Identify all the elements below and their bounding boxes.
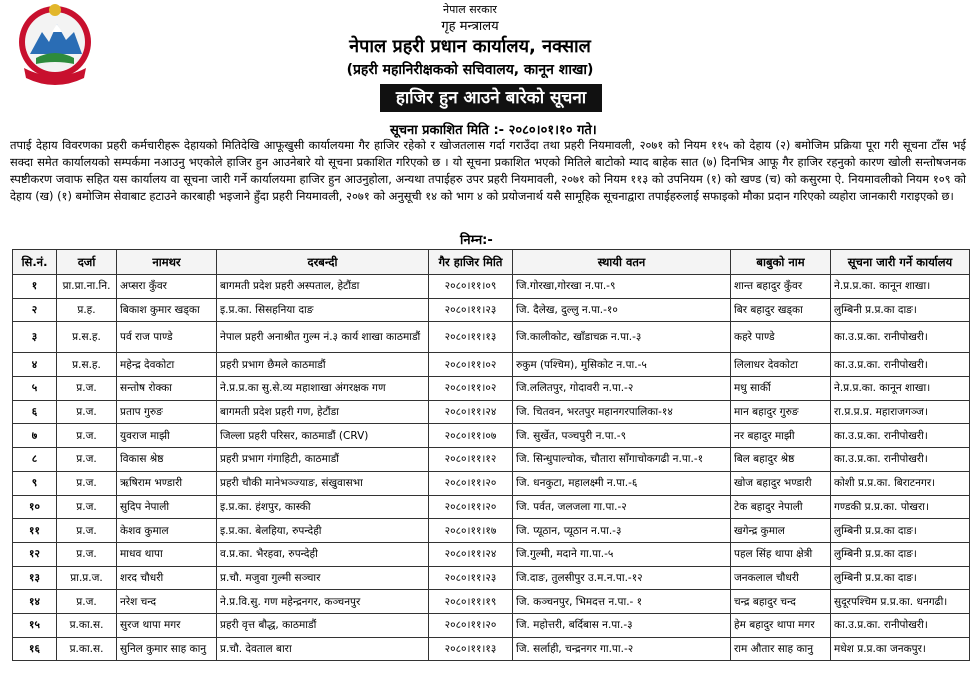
table-cell: जि. दैलेख, दुल्लु न.पा.-१० xyxy=(513,298,731,322)
table-cell: लुम्बिनी प्र.प्र.का दाङ। xyxy=(831,298,970,322)
table-row xyxy=(13,637,970,661)
table-row xyxy=(13,275,970,299)
table-cell: युवराज माझी xyxy=(117,424,217,448)
ministry-name: गृह मन्त्रालय xyxy=(441,19,499,34)
table-cell: बिकाश कुमार खड्का xyxy=(117,298,217,322)
table-cell: लुम्बिनी प्र.प्र.का दाङ। xyxy=(831,566,970,590)
table-cell: बागमती प्रदेश प्रहरी गण, हेटौंडा xyxy=(217,400,429,424)
government-name: नेपाल सरकार xyxy=(443,3,497,16)
published-date: सूचना प्रकाशित मिति :- २०८०।०१।१० गते। xyxy=(390,123,597,138)
table-row xyxy=(13,377,970,401)
table-cell: २०८०।११।२० xyxy=(429,613,513,637)
table-cell: १२ xyxy=(13,542,57,566)
table-cell: जि.ललितपुर, गोदावरी न.पा.-२ xyxy=(513,377,731,401)
table-cell: मधेश प्र.प्र.का जनकपुर। xyxy=(831,637,970,661)
table-cell: गण्डकी प्र.प्र.का. पोखरा। xyxy=(831,495,970,519)
column-header: सि.नं. xyxy=(13,250,57,275)
table-cell: प्र.ज. xyxy=(57,519,117,543)
table-cell: २०८०।११।२३ xyxy=(429,566,513,590)
table-cell: जि. सुर्खेत, पञ्चपुरी न.पा.-९ xyxy=(513,424,731,448)
table-cell: लिलाधर देवकोटा xyxy=(731,353,831,377)
table-row xyxy=(13,542,970,566)
table-row xyxy=(13,424,970,448)
table-cell: जि.गोरखा,गोरखा न.पा.-९ xyxy=(513,275,731,299)
table-cell: व.प्र.का. भैरहवा, रुपन्देही xyxy=(217,542,429,566)
table-cell: २०८०।११।१३ xyxy=(429,322,513,353)
table-cell: पहल सिंह थापा क्षेत्री xyxy=(731,542,831,566)
table-cell: २०८०।११।०७ xyxy=(429,424,513,448)
table-cell: जिल्ला प्रहरी परिसर, काठमाडौं (CRV) xyxy=(217,424,429,448)
table-cell: प्रहरी वृत्त बौद्ध, काठमाडौं xyxy=(217,613,429,637)
table-cell: ८ xyxy=(13,448,57,472)
table-cell: २०८०।११।१३ xyxy=(429,637,513,661)
table-cell: जि. धनकुटा, महालक्ष्मी न.पा.-६ xyxy=(513,471,731,495)
table-cell: जि. प्यूठान, प्यूठान न.पा.-३ xyxy=(513,519,731,543)
table-cell: रा.प्र.प्र.प्र. महाराजगञ्ज। xyxy=(831,400,970,424)
table-cell: लुम्बिनी प्र.प्र.का दाङ। xyxy=(831,542,970,566)
table-cell: जि. कञ्चनपुर, भिमदत्त न.पा.- १ xyxy=(513,590,731,614)
table-cell: प्रा.प्र.ज. xyxy=(57,566,117,590)
list-label: निम्न:- xyxy=(460,233,493,248)
table-cell: जि. चितवन, भरतपुर महानगरपालिका-१४ xyxy=(513,400,731,424)
table-cell: प्र.ज. xyxy=(57,471,117,495)
table-row xyxy=(13,353,970,377)
table-cell: शान्त बहादुर कुँवर xyxy=(731,275,831,299)
office-title: नेपाल प्रहरी प्रधान कार्यालय, नक्साल xyxy=(349,36,591,57)
table-cell: ने.प्र.प्र.का सु.से.व्य महाशाखा अंगरक्षक गण xyxy=(217,377,429,401)
table-cell: प्रहरी चौकी मानेभञ्ज्याङ, संखुवासभा xyxy=(217,471,429,495)
table-cell: खोज बहादुर भण्डारी xyxy=(731,471,831,495)
table-cell: ६ xyxy=(13,400,57,424)
table-cell: प्र.स.ह. xyxy=(57,353,117,377)
notice-title: हाजिर हुन आउने बारेको सूचना xyxy=(380,84,602,112)
table-cell: केशव कुमाल xyxy=(117,519,217,543)
table-cell: ने.प्र.प्र.का. कानून शाखा। xyxy=(831,377,970,401)
table-cell: २ xyxy=(13,298,57,322)
table-cell: इ.प्र.का. हंशपुर, कास्की xyxy=(217,495,429,519)
table-row xyxy=(13,590,970,614)
table-row xyxy=(13,519,970,543)
table-cell: प्र.ज. xyxy=(57,448,117,472)
table-row xyxy=(13,495,970,519)
table-cell: २०८०।११।०९ xyxy=(429,275,513,299)
table-cell: ११ xyxy=(13,519,57,543)
table-cell: जि. महोत्तरी, बर्दिबास न.पा.-३ xyxy=(513,613,731,637)
column-header: सूचना जारी गर्ने कार्यालय xyxy=(831,250,970,275)
table-row xyxy=(13,448,970,472)
table-cell: प्र.ज. xyxy=(57,542,117,566)
table-cell: ने.प्र.प्र.का. कानून शाखा। xyxy=(831,275,970,299)
table-cell: ९ xyxy=(13,471,57,495)
table-cell: मान बहादुर गुरुङ xyxy=(731,400,831,424)
column-header: दरबन्दी xyxy=(217,250,429,275)
section-subtitle: (प्रहरी महानिरीक्षकको सचिवालय, कानून शाखा) xyxy=(346,62,594,78)
table-cell: ने.प्र.वि.सु. गण महेन्द्रनगर, कञ्चनपुर xyxy=(217,590,429,614)
table-cell: २०८०।११।०२ xyxy=(429,353,513,377)
table-cell: सुदिप नेपाली xyxy=(117,495,217,519)
table-cell: जि.दाङ, तुलसीपुर उ.म.न.पा.-१२ xyxy=(513,566,731,590)
table-cell: २०८०।११।२४ xyxy=(429,400,513,424)
table-row xyxy=(13,298,970,322)
table-cell: हेम बहादुर थापा मगर xyxy=(731,613,831,637)
table-cell: खगेन्द्र कुमाल xyxy=(731,519,831,543)
table-cell: नर बहादुर माझी xyxy=(731,424,831,448)
table-cell: जि. सर्लाही, चन्द्रनगर गा.पा.-२ xyxy=(513,637,731,661)
table-cell: १ xyxy=(13,275,57,299)
column-header: दर्जा xyxy=(57,250,117,275)
column-header: नामथर xyxy=(117,250,217,275)
table-cell: विकास श्रेष्ठ xyxy=(117,448,217,472)
table-cell: प्रताप गुरुङ xyxy=(117,400,217,424)
table-cell: नेपाल प्रहरी अनाश्रीत गुल्म नं.३ कार्य शाखा काठमाडौं xyxy=(217,322,429,353)
table-cell: प्र.ज. xyxy=(57,495,117,519)
absentee-table xyxy=(12,249,970,661)
table-cell: प्र.ज. xyxy=(57,400,117,424)
table-row xyxy=(13,566,970,590)
table-cell: २०८०।११।२३ xyxy=(429,298,513,322)
table-cell: १५ xyxy=(13,613,57,637)
table-cell: प्र.ज. xyxy=(57,590,117,614)
table-cell: प्रहरी प्रभाग गंगाहिटी, काठमाडौं xyxy=(217,448,429,472)
table-cell: ऋषिराम भण्डारी xyxy=(117,471,217,495)
table-cell: ५ xyxy=(13,377,57,401)
table-cell: २०८०।११।२० xyxy=(429,495,513,519)
table-cell: बिर बहादुर खड्का xyxy=(731,298,831,322)
table-cell: नरेश चन्द xyxy=(117,590,217,614)
table-cell: बिल बहादुर श्रेष्ठ xyxy=(731,448,831,472)
column-header: गैर हाजिर मिति xyxy=(429,250,513,275)
table-cell: चन्द्र बहादुर चन्द xyxy=(731,590,831,614)
table-cell: अप्सरा कुँवर xyxy=(117,275,217,299)
table-cell: का.उ.प्र.का. रानीपोखरी। xyxy=(831,322,970,353)
table-cell: रुकुम (पश्चिम), मुसिकोट न.पा.-५ xyxy=(513,353,731,377)
column-header: बाबुको नाम xyxy=(731,250,831,275)
table-cell: १६ xyxy=(13,637,57,661)
table-cell: १३ xyxy=(13,566,57,590)
table-cell: प्र.स.ह. xyxy=(57,322,117,353)
table-cell: प्र.का.स. xyxy=(57,637,117,661)
table-cell: २०८०।११।१२ xyxy=(429,448,513,472)
table-cell: २०८०।११।२४ xyxy=(429,542,513,566)
table-cell: सुरज थापा मगर xyxy=(117,613,217,637)
table-cell: टेक बहादुर नेपाली xyxy=(731,495,831,519)
table-cell: प्र.चौ. देवताल बारा xyxy=(217,637,429,661)
table-cell: प्रहरी प्रभाग छैमले काठमाडौं xyxy=(217,353,429,377)
table-body xyxy=(13,275,970,661)
table-cell: कोशी प्र.प्र.का. बिराटनगर। xyxy=(831,471,970,495)
table-cell: शरद चौधरी xyxy=(117,566,217,590)
table-cell: ३ xyxy=(13,322,57,353)
table-cell: १० xyxy=(13,495,57,519)
table-cell: माधव थापा xyxy=(117,542,217,566)
table-cell: २०८०।११।१९ xyxy=(429,590,513,614)
table-header-row xyxy=(13,250,970,275)
table-cell: प्र.चौ. मजुवा गुल्मी सञ्चार xyxy=(217,566,429,590)
table-cell: महेन्द्र देवकोटा xyxy=(117,353,217,377)
table-cell: जि. पर्वत, जलजला गा.पा.-२ xyxy=(513,495,731,519)
table-cell: सन्तोष रोक्का xyxy=(117,377,217,401)
table-cell: सुनिल कुमार साह कानु xyxy=(117,637,217,661)
table-cell: का.उ.प्र.का. रानीपोखरी। xyxy=(831,353,970,377)
table-cell: प्र.ज. xyxy=(57,424,117,448)
table-cell: प्र.का.स. xyxy=(57,613,117,637)
table-cell: लुम्बिनी प्र.प्र.का दाङ। xyxy=(831,519,970,543)
table-row xyxy=(13,322,970,353)
table-cell: कहरे पाण्डे xyxy=(731,322,831,353)
table-cell: प्रा.प्रा.ना.नि. xyxy=(57,275,117,299)
table-cell: इ.प्र.का. बेलहिया, रुपन्देही xyxy=(217,519,429,543)
table-cell: इ.प्र.का. सिसहनिया दाङ xyxy=(217,298,429,322)
table-cell: २०८०।११।२० xyxy=(429,471,513,495)
notice-body: तपाई देहाय विवरणका प्रहरी कर्मचारीहरू देहायको मितिदेखि आफूखुसी कार्यालयमा गैर हाजिर रहेको र खोजतलास गर्दा गराउँदा तथा प्रहरी नियमावली, २०७१ को नियम ११५ को देहाय (२) बमोजिम प्रक्रिया पूरा गरी सूचना टाँस भई सक्दा समेत कार्यालयको सम्पर्कमा नआउनु भएकोले हाजिर हुन आउनेबारे यो सूचना प्रकाशित गरिएको छ । यो सूचना प्रकाशित भएको मितिले बाटोको म्याद बाहेक सात (७) दिनभित्र आफू गैर हाजिर रहनुको कारण खोली सन्तोषजनक स्पष्टीकरण जवाफ सहित यस कार्यालय वा सूचना जारी गर्ने कार्यालयमा हाजिर हुन आउनुहोला, अन्यथा तपाईहरु उपर प्रहरी नियमावली, २०७१ को नियम ११३ को उपनियम (१) को खण्ड (च) को कसुरमा ऐ. नियमावलीको नियम १०९ को देहाय (ख) (१) बमोजिम सेवाबाट हटाउने कारबाही भइजाने हुँदा प्रहरी नियमावली, २०७१ को अनुसूची १४ को भाग ४ को प्रयोजनार्थ यसै सामूहिक सूचनाद्वारा तपाईहरुलाई सफाइको मौका प्रदान गरिएको व्यहोरा जानकारी गराइएको छ। xyxy=(10,138,966,203)
table-cell: १४ xyxy=(13,590,57,614)
table-cell: का.उ.प्र.का. रानीपोखरी। xyxy=(831,613,970,637)
table-cell: राम औतार साह कानु xyxy=(731,637,831,661)
table-cell: सुदूरपश्चिम प्र.प्र.का. धनगढी। xyxy=(831,590,970,614)
table-cell: प्र.ह. xyxy=(57,298,117,322)
table-cell: बागमती प्रदेश प्रहरी अस्पताल, हेटौंडा xyxy=(217,275,429,299)
table-cell: २०८०।११।१७ xyxy=(429,519,513,543)
table-cell: का.उ.प्र.का. रानीपोखरी। xyxy=(831,448,970,472)
table-cell: जि.कालीकोट, खाँडाचक्र न.पा.-३ xyxy=(513,322,731,353)
table-cell: का.उ.प्र.का. रानीपोखरी। xyxy=(831,424,970,448)
table-cell: जि.गुल्मी, मदाने गा.पा.-५ xyxy=(513,542,731,566)
table-cell: ४ xyxy=(13,353,57,377)
table-cell: प्र.ज. xyxy=(57,377,117,401)
table-cell: मधु सार्की xyxy=(731,377,831,401)
table-cell: २०८०।११।०२ xyxy=(429,377,513,401)
table-row xyxy=(13,613,970,637)
table-row xyxy=(13,400,970,424)
table-cell: जि. सिन्धुपाल्चोक, चौतारा साँगाचोकगढी न.पा.-१ xyxy=(513,448,731,472)
column-header: स्थायी वतन xyxy=(513,250,731,275)
table-cell: पर्व राज पाण्डे xyxy=(117,322,217,353)
table-row xyxy=(13,471,970,495)
table-cell: जनकलाल चौधरी xyxy=(731,566,831,590)
table-cell: ७ xyxy=(13,424,57,448)
